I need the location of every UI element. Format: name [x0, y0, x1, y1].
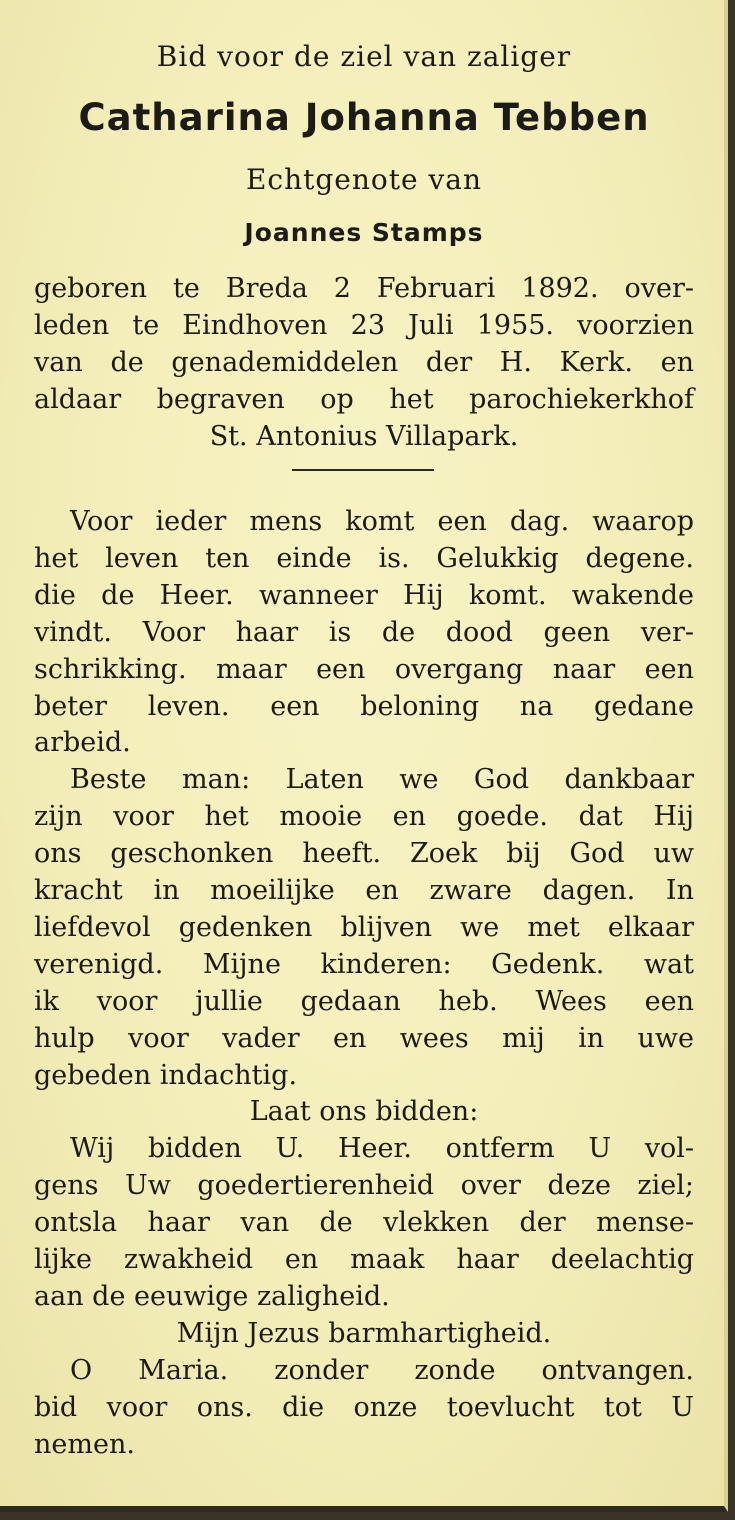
text-line: hulp voor vader en wees mij in uwe: [34, 1023, 694, 1054]
spouse-intro: Echtgenote van: [245, 163, 483, 196]
biography-line: leden te Eindhoven 23 Juli 1955. voorzien: [34, 310, 694, 341]
text-line: ik voor jullie gedaan heb. Wees een: [34, 986, 694, 1017]
text-line: gens Uw goedertierenheid over deze ziel;: [34, 1170, 694, 1201]
text-line: gebeden indachtig.: [34, 1060, 298, 1091]
text-line: aan de eeuwige zaligheid.: [34, 1281, 390, 1312]
text-line: ons geschonken heeft. Zoek bij God uw: [34, 838, 694, 869]
text-line: het leven ten einde is. Gelukkig degene.: [34, 543, 694, 574]
divider: [292, 469, 434, 471]
text-line: Mijn Jezus barmhartigheid.: [176, 1318, 552, 1349]
text-line: nemen.: [34, 1429, 135, 1460]
text-line: beter leven. een beloning na gedane: [34, 691, 694, 722]
biography-line: aldaar begraven op het parochiekerkhof: [34, 384, 694, 415]
text-line: ontsla haar van de vlekken der mense-: [34, 1207, 694, 1238]
text-line: zijn voor het mooie en goede. dat Hij: [34, 801, 694, 832]
text-line: Beste man: Laten we God dankbaar: [70, 764, 694, 795]
biography-line: van de genademiddelen der H. Kerk. en: [34, 347, 694, 378]
text-line: O Maria. zonder zonde ontvangen.: [70, 1355, 694, 1386]
text-line: lijke zwakheid en maak haar deelachtig: [34, 1244, 694, 1275]
text-line: arbeid.: [34, 727, 131, 758]
text-line: bid voor ons. die onze toevlucht tot U: [34, 1392, 694, 1423]
text-line: Wij bidden U. Heer. ontferm U vol-: [70, 1133, 694, 1164]
text-line: schrikking. maar een overgang naar een: [34, 654, 694, 685]
text-line: die de Heer. wanneer Hij komt. wakende: [34, 580, 694, 611]
text-line: Voor ieder mens komt een dag. waarop: [70, 506, 694, 537]
biography-line: St. Antonius Villapark.: [209, 421, 519, 452]
text-line: vindt. Voor haar is de dood geen ver-: [34, 617, 694, 648]
biography-line: geboren te Breda 2 Februari 1892. over-: [34, 273, 694, 304]
text-line: liefdevol gedenken blijven we met elkaar: [34, 912, 694, 943]
text-line: Laat ons bidden:: [249, 1096, 479, 1127]
text-line: verenigd. Mijne kinderen: Gedenk. wat: [34, 949, 694, 980]
deceased-name: Catharina Johanna Tebben: [78, 96, 650, 139]
text-line: kracht in moeilijke en zware dagen. In: [34, 875, 694, 906]
invocation-line: Bid voor de ziel van zaliger: [156, 40, 572, 73]
spouse-name: Joannes Stamps: [244, 218, 484, 247]
